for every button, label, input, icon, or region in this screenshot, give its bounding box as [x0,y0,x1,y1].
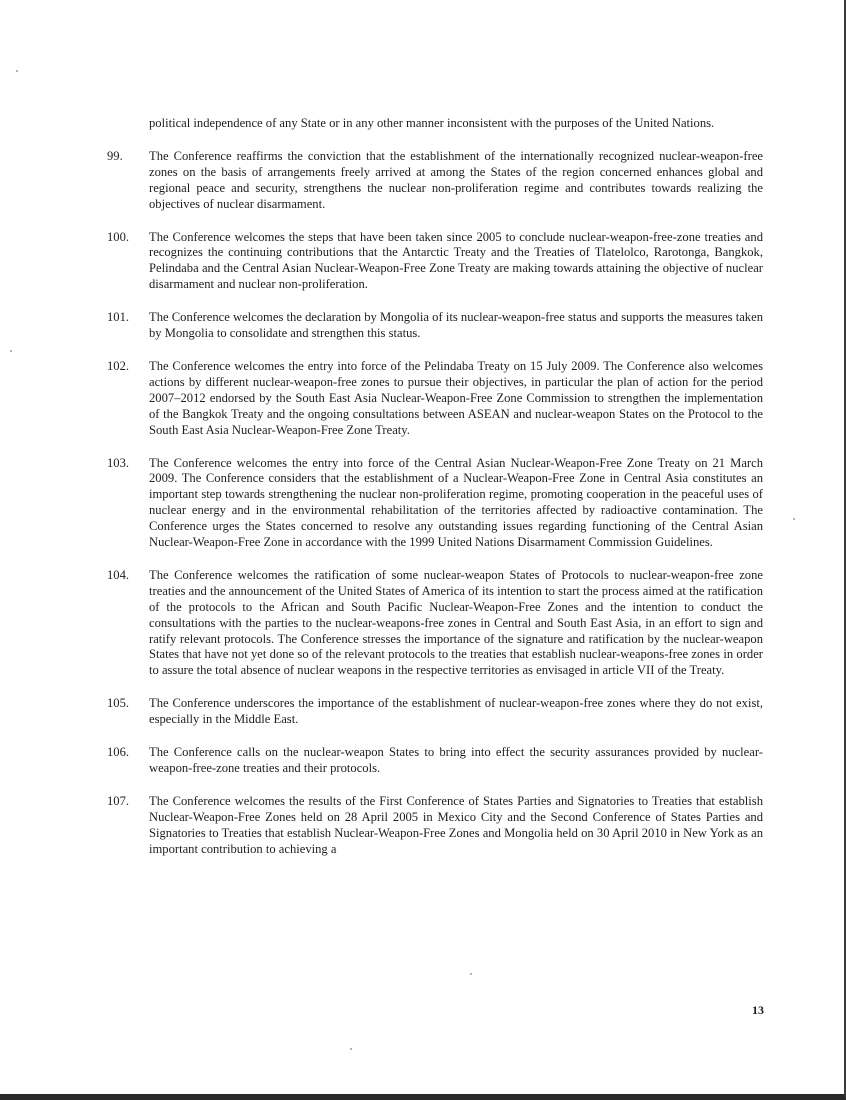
numbered-paragraph [107,230,763,294]
numbered-paragraph [107,456,763,551]
numbered-paragraph [107,310,763,342]
paragraph-text: The Conference welcomes the steps that have been taken since 2005 to conclude nuclear-weapon-free-zone treaties and recognizes the continuing contributions that the Antarctic Treaty and the Treaties of Tlatelolco, Rarotonga, Bangkok, Pelindaba and the Central Asian Nuclear-Weapon-Free Zone Treaty are making towards attaining the objective of nuclear disarmament and nuclear non-proliferation. [149,229,763,292]
scan-speck [350,1048,352,1050]
scan-speck [16,70,18,72]
numbered-paragraph [107,696,763,728]
paragraph-number: 102. [107,358,130,373]
paragraph-text: The Conference welcomes the declaration by Mongolia of its nuclear-weapon-free status and supports the measures taken by Mongolia to consolidate and strengthen this status. [149,310,763,341]
scan-speck [470,973,472,975]
paragraph-text: The Conference welcomes the results of the First Conference of States Parties and Signatories to Treaties that establish Nuclear-Weapon-Free Zones held on 28 April 2005 in Mexico City and the Second Conference of States Parties and Signatories to Treaties that establish Nuclear-Weapon-Free Zones and Mongolia held on 30 April 2010 in New York as an important contribution to achieving a [149,793,763,856]
scan-speck [793,518,795,520]
paragraph-text: The Conference underscores the importance of the establishment of nuclear-weapon-free zones where they do not exist, especially in the Middle East. [149,696,763,727]
paragraph-number: 103. [107,455,130,470]
paragraph-number: 104. [107,567,130,582]
paragraph-number: 106. [107,745,130,760]
continuation-text: political independence of any State or in any other manner inconsistent with the purposes of the United Nations. [149,116,715,130]
paragraph-text: The Conference welcomes the entry into force of the Central Asian Nuclear-Weapon-Free Zone Treaty on 21 March 2009. The Conference considers that the establishment of a Nuclear-Weapon-Free Zone in Central Asia constitutes an important step towards strengthening the nuclear non-proliferation regime, promoting cooperation in the peaceful uses of nuclear energy and in the environmental rehabilitation of the territories affected by radioactive contamination. The Conference urges the States concerned to resolve any outstanding issues regarding functioning of the Central Asian Nuclear-Weapon-Free Zone in accordance with the 1999 United Nations Disarmament Commission Guidelines. [149,455,763,550]
numbered-paragraph [107,745,763,777]
paragraph-text: The Conference reaffirms the conviction that the establishment of the internationally recognized nuclear-weapon-free zones on the basis of arrangements freely arrived at among the States of the region concerned enhances global and regional peace and security, strengthens the nuclear non-proliferation regime and contributes towards realizing the objectives of nuclear disarmament. [149,148,763,211]
paragraph-number: 105. [107,696,130,711]
scan-speck [10,350,12,352]
paragraph-number: 99. [107,148,123,163]
paragraph-text: The Conference welcomes the entry into force of the Pelindaba Treaty on 15 July 2009. The Conference also welcomes actions by different nuclear-weapon-free zones to pursue their objectives, in particular the plan of action for the period 2007–2012 endorsed by the South East Asia Nuclear-Weapon-Free Zone Commission to strengthen the implementation of the Bangkok Treaty and the ongoing consultations between ASEAN and nuclear-weapon States on the Protocol to the South East Asia Nuclear-Weapon-Free Zone Treaty. [149,358,763,437]
numbered-paragraph [107,359,763,439]
numbered-paragraph [107,149,763,213]
page-number: 13 [752,1003,764,1017]
numbered-paragraph [107,794,763,858]
paragraph-text: The Conference welcomes the ratification of some nuclear-weapon States of Protocols to nuclear-weapon-free zone treaties and the announcement of the United States of America of its intention to start the process aimed at the ratification of the protocols to the African and South Pacific Nuclear-Weapon-Free Zones and the intention to conduct the consultations with the parties to the nuclear-weapons-free zones in Central and South East Asia, in an effort to sign and ratify relevant protocols. The Conference stresses the importance of the signature and ratification by the nuclear-weapon States that have not yet done so of the relevant protocols to the treaties that establish nuclear-weapons-free zones in order to assure the total absence of nuclear weapons in the respective territories as envisaged in article VII of the Treaty. [149,567,763,678]
paragraph-text: The Conference calls on the nuclear-weapon States to bring into effect the security assurances provided by nuclear-weapon-free-zone treaties and their protocols. [149,745,763,775]
continuation-paragraph [107,116,763,132]
paragraph-number: 107. [107,793,130,808]
numbered-paragraph [107,568,763,679]
document-body [107,116,763,875]
paragraph-number: 100. [107,229,130,244]
paragraph-number: 101. [107,310,130,325]
